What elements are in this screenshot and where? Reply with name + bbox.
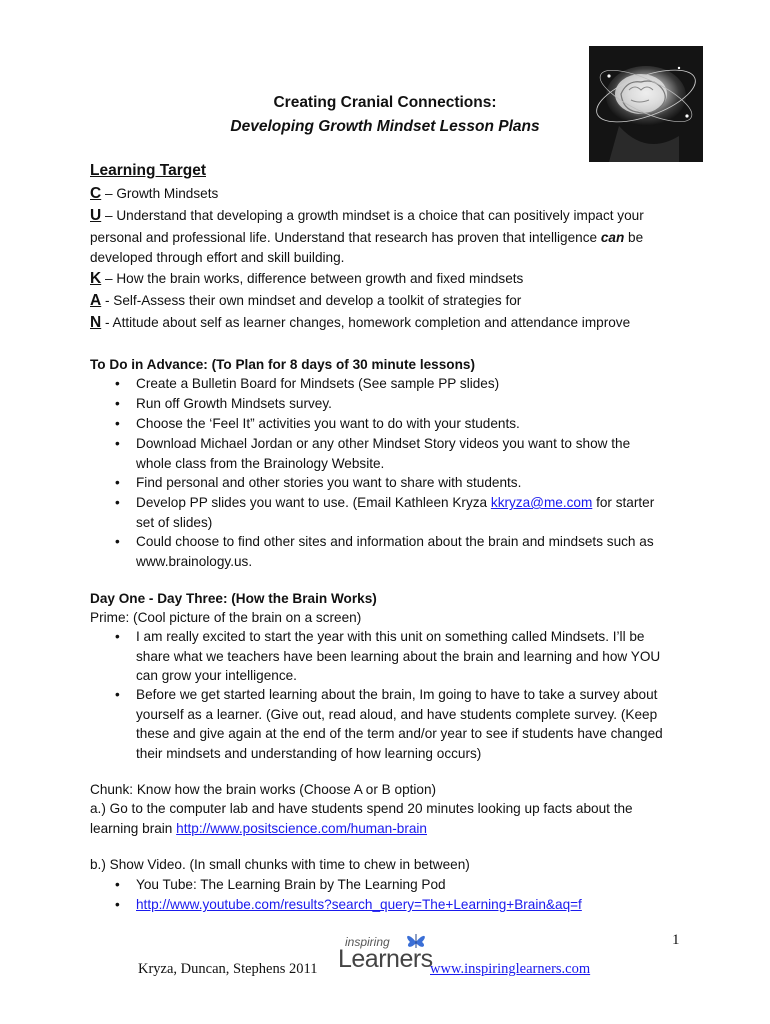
logo-text-big: Learners	[338, 945, 433, 973]
target-text: - Self-Assess their own mindset and develop a toolkit of strategies for	[101, 293, 522, 308]
list-item-text: Run off Growth Mindsets survey.	[136, 396, 332, 411]
target-k	[90, 268, 680, 290]
list-item-text: yourself as a learner. (Give out, read aloud, and have students complete survey. (Keep	[136, 707, 658, 722]
target-key: K	[90, 270, 102, 287]
list-item-text: Before we get started learning about the brain, Im going to have to take a survey about	[136, 687, 658, 702]
list-item-text: Create a Bulletin Board for Mindsets (See sample PP slides)	[136, 376, 500, 391]
target-key: C	[90, 185, 102, 202]
list-item-text: whole class from the Brainology Website.	[136, 456, 385, 471]
chunk-option-b: b.) Show Video. (In small chunks with time to chew in between)	[90, 857, 470, 872]
list-item-text: can grow your intelligence.	[136, 668, 297, 683]
chunk-line: Chunk: Know how the brain works (Choose A or B option)	[90, 782, 437, 797]
prime-line: Prime: (Cool picture of the brain on a screen)	[90, 610, 362, 625]
target-key: N	[90, 314, 102, 331]
butterfly-icon	[404, 930, 428, 952]
target-u	[90, 205, 680, 227]
footer-authors: Kryza, Duncan, Stephens 2011	[138, 961, 318, 977]
text-span: personal and professional life. Understand that research has proven that intelligence	[90, 230, 601, 245]
target-text: – Understand that developing a growth mindset is a choice that can positively impact your	[101, 208, 644, 223]
learning-target-heading: Learning Target	[90, 162, 206, 179]
advance-heading: To Do in Advance: (To Plan for 8 days of 30 minute lessons)	[90, 357, 475, 372]
target-text: – How the brain works, difference between growth and fixed mindsets	[101, 271, 524, 286]
list-item-text: Download Michael Jordan or any other Mindset Story videos you want to show the	[136, 436, 631, 451]
chunk-option-a: a.) Go to the computer lab and have students spend 20 minutes looking up facts about the	[90, 801, 633, 816]
list-item-text	[136, 493, 654, 513]
footer-website-wrap	[430, 961, 590, 978]
target-u-line3: developed through effort and skill building.	[90, 250, 345, 265]
list-item-text: I am really excited to start the year with this unit on something called Mindsets. I’ll be	[136, 629, 645, 644]
list-item-text: Choose the ‘Feel It” activities you want to do with your students.	[136, 416, 520, 431]
page-title: Creating Cranial Connections:	[273, 94, 497, 111]
list-item-text	[136, 895, 582, 915]
list-item-text: www.brainology.us.	[136, 554, 253, 569]
target-c	[90, 183, 680, 205]
website-link[interactable]: www.inspiringlearners.com	[430, 961, 591, 977]
target-a	[90, 290, 680, 312]
text-span: for starter	[592, 495, 655, 510]
logo-text-small: inspiring	[345, 935, 390, 949]
target-text: - Attitude about self as learner changes, homework completion and attendance improve	[101, 315, 631, 330]
text-span: learning brain	[90, 821, 177, 836]
email-link[interactable]: kkryza@me.com	[490, 495, 593, 510]
list-item-text: Find personal and other stories you want to share with students.	[136, 475, 522, 490]
list-item-text: these and give again at the end of the term and/or year to see if students have changed	[136, 726, 663, 741]
youtube-link[interactable]: http://www.youtube.com/results?search_query=The+Learning+Brain&aq=f	[136, 897, 582, 912]
list-item-text: their mindsets and understanding of how learning occurs)	[136, 746, 482, 761]
chunk-option-a-cont	[90, 819, 427, 839]
page-subtitle: Developing Growth Mindset Lesson Plans	[230, 118, 540, 135]
list-item-text: set of slides)	[136, 515, 213, 530]
emphasis-can: can	[600, 230, 625, 245]
text-span: be	[624, 230, 644, 245]
list-item-text: You Tube: The Learning Brain by The Learning Pod	[136, 877, 446, 892]
target-n	[90, 312, 680, 334]
positscience-link[interactable]: http://www.positscience.com/human-brain	[176, 821, 427, 836]
list-item-text: Could choose to find other sites and information about the brain and mindsets such as	[136, 534, 654, 549]
text-span: Develop PP slides you want to use. (Email Kathleen Kryza	[136, 495, 491, 510]
page-number: 1	[672, 932, 680, 948]
target-key: U	[90, 207, 102, 224]
target-key: A	[90, 292, 102, 309]
target-text: – Growth Mindsets	[101, 186, 219, 201]
target-u-line2	[90, 228, 643, 248]
day-one-heading: Day One - Day Three: (How the Brain Works)	[90, 591, 377, 606]
list-item-text: share what we teachers have been learning about the brain and learning and how YOU	[136, 649, 661, 664]
